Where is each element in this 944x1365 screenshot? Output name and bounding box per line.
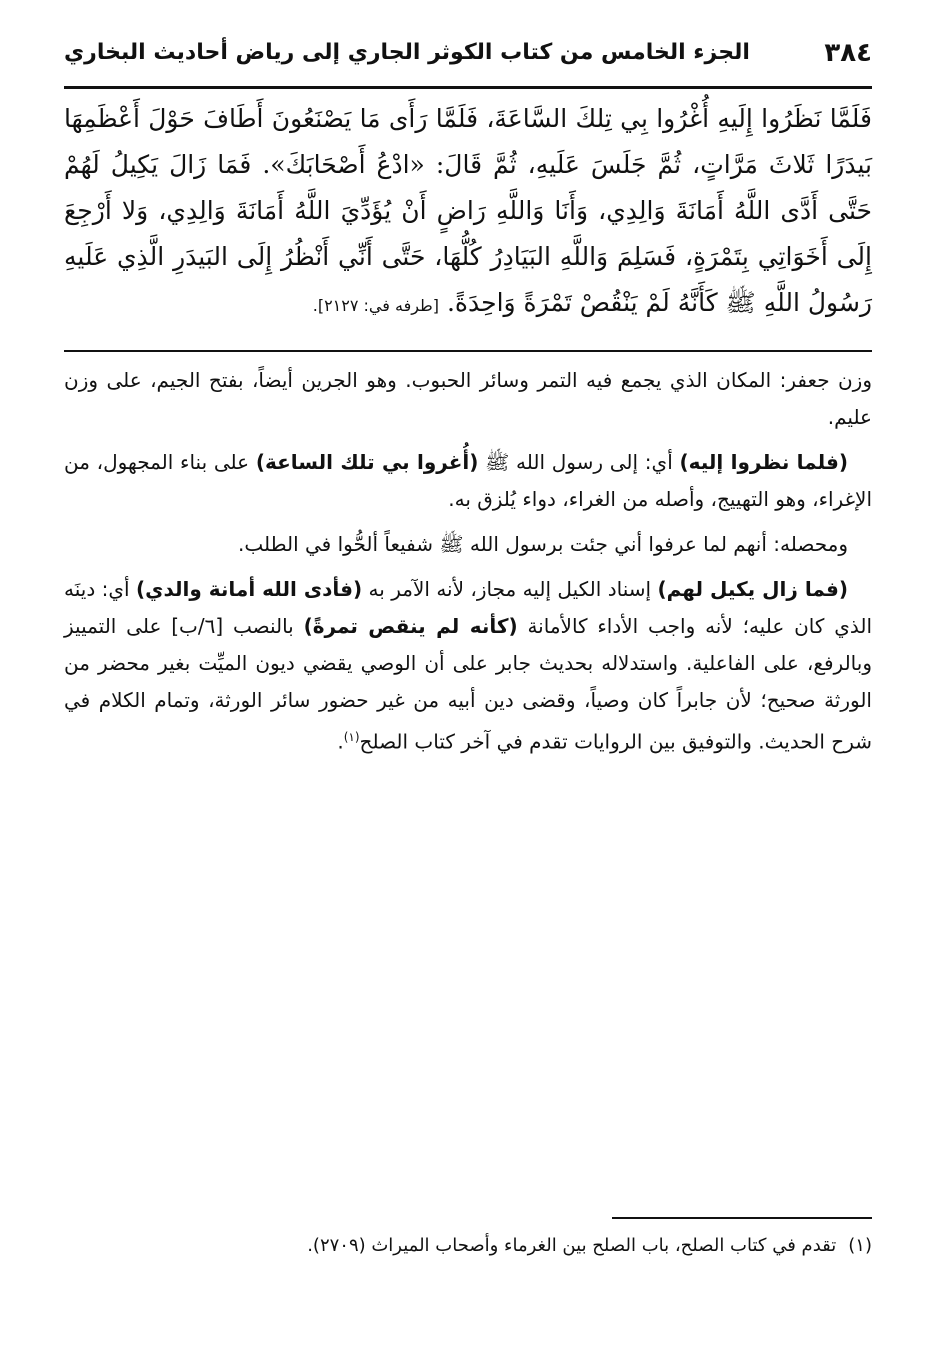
page-header xyxy=(64,34,872,82)
lemma: (أُغروا بي تلك الساعة) xyxy=(255,450,479,474)
commentary-paragraph xyxy=(64,571,872,761)
page-number: ٣٨٤ xyxy=(824,38,872,68)
commentary-block xyxy=(64,362,872,769)
running-title: الجزء الخامس من كتاب الكوثر الجاري إلى رياض أحاديث البخاري xyxy=(64,40,750,65)
commentary-text: أي: إلى رسول الله ﷺ xyxy=(478,450,680,474)
commentary-paragraph xyxy=(64,362,872,436)
commentary-text: . xyxy=(337,729,344,754)
footnote-divider xyxy=(612,1217,872,1219)
header-divider xyxy=(64,86,872,89)
commentary-text: وزن جعفر: المكان الذي يجمع فيه التمر وسائر الحبوب. وهو الجرين أيضاً، بفتح الجيم، على وزن عليم. xyxy=(64,368,872,429)
footnote-text: تقدم في كتاب الصلح، باب الصلح بين الغرماء وأصحاب الميراث (٢٧٠٩). xyxy=(307,1235,837,1256)
commentary-text: ومحصله: أنهم لما عرفوا أني جئت برسول الله ﷺ شفيعاً ألحُّوا في الطلب. xyxy=(237,532,848,556)
lemma: (كأنه لم ينقص تمرةً) xyxy=(303,614,518,638)
commentary-text: على بناء المجهول، من الإغراء، وهو التهييج، وأصله من الغراء، دواء يُلزق به. xyxy=(64,450,872,511)
footnotes-block xyxy=(64,1232,872,1260)
commentary-paragraph xyxy=(64,526,872,563)
lemma: (فلما نظروا إليه) xyxy=(679,450,848,474)
commentary-text: بالنصب [٦/ب] على التمييز وبالرفع، على الفاعلية. واستدلاله بحديث جابر على أن الوصي يقضي ديون الميِّت بغير محضر من الورثة صحيح؛ لأن جابراً كان وصياً، وقضى دين أبيه من غير حضور سائر الورثة، وتمام الكلام في شرح الحديث. والتوفيق بين الروايات تقدم في آخر كتاب الصلح xyxy=(64,614,872,754)
hadith-text-block xyxy=(64,96,872,329)
commentary-text: أي: دينَه الذي كان عليه؛ لأنه واجب الأداء كالأمانة xyxy=(64,577,872,638)
cross-reference: [طرفه في: ٢١٢٧]. xyxy=(312,296,440,315)
hadith-paragraph xyxy=(64,96,872,329)
footnote-reference[interactable]: (١) xyxy=(343,730,360,744)
lemma: (فما زال يكيل لهم) xyxy=(657,577,848,601)
section-divider xyxy=(64,350,872,352)
commentary-paragraph xyxy=(64,444,872,518)
footnote-marker: (١) xyxy=(848,1235,872,1256)
hadith-text: فَلَمَّا نَظَرُوا إِلَيهِ أُغْرُوا بِي تِلكَ السَّاعَةَ، فَلَمَّا رَأَى مَا يَصْنَعُونَ أَطَافَ حَوْلَ أَعْظَمِهَا بَيدَرًا ثَلاثَ مَرَّاتٍ، ثُمَّ جَلَسَ عَلَيهِ، ثُمَّ قَالَ: «ادْعُ أَصْحَابَكَ». فَمَا زَالَ يَكِيلُ لَهُمْ حَتَّى أَدَّى اللَّهُ أَمَانَةَ وَالِدِي، وَأَنَا وَاللَّهِ رَاضٍ أَنْ يُؤَدِّيَ اللَّهُ أَمَانَةَ وَالِدِي، وَلا أَرْجِعَ إِلَى أَخَوَاتِي بِتَمْرَةٍ، فَسَلِمَ وَاللَّهِ البَيَادِرُ كُلُّهَا، حَتَّى أَنِّي أَنْظُرُ إِلَى البَيدَرِ الَّذِي عَلَيهِ رَسُولُ اللَّهِ ﷺ كَأَنَّهُ لَمْ يَنْقُصْ تَمْرَةً وَاحِدَةً. xyxy=(64,104,873,317)
footnote-item xyxy=(64,1232,872,1260)
commentary-text: إسناد الكيل إليه مجاز، لأنه الآمر به xyxy=(362,577,658,601)
lemma: (فأدى الله أمانة والدي) xyxy=(135,577,363,601)
